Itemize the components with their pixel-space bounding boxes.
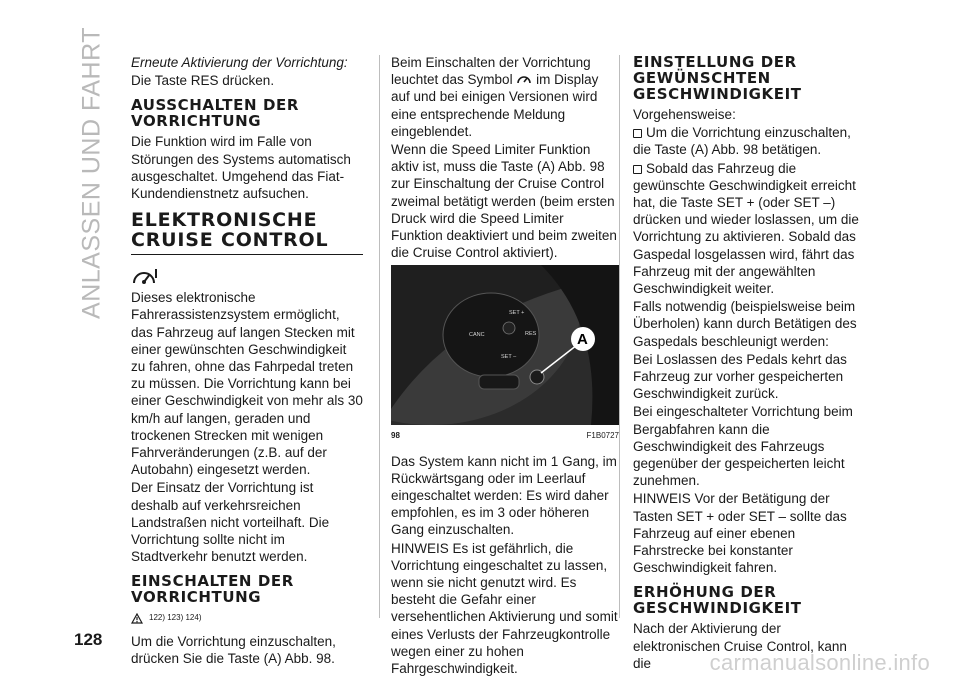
paragraph-bei-loslassen: Bei Loslassen des Pedals kehrt das Fahrzeug zur vorher gespeicherten Geschwindigkeit zurück. xyxy=(633,351,847,402)
heading-einstellung: EINSTELLUNG DER GEWÜNSCHTEN GESCHWINDIGKEIT xyxy=(633,53,802,103)
section-side-tab: ANLASSEN UND FAHRT xyxy=(77,26,106,319)
paragraph-cruise-2: Der Einsatz der Vorrichtung ist deshalb auf verkehrsreichen Landstraßen nicht vorteilhaft. Die Vorrichtung sollte nicht im Stadtverkehr benutzt werden. xyxy=(131,480,330,565)
paragraph-symbol xyxy=(391,54,619,140)
paragraph-erhoehung: Nach der Aktivierung der elektronischen Cruise Control, kann die xyxy=(633,621,847,671)
figure-caption xyxy=(391,427,619,444)
paragraph-bei-eingeschalteter: Bei eingeschalteter Vorrichtung beim Bergabfahren kann die Geschwindigkeit des Fahrzeugs gegenüber der gespeicherten leicht zunehmen. xyxy=(633,404,853,489)
label-res: RES xyxy=(525,331,537,338)
heading-ausschalten: AUSSCHALTEN DER VORRICHTUNG xyxy=(131,96,300,131)
paragraph-speed-limiter: Wenn die Speed Limiter Funktion aktiv ist, muss die Taste (A) Abb. 98 zur Einschaltung der Cruise Control zweimal betätigt werden (beim ersten Druck wird die Speed Limiter Funktion deaktiviert und beim zweiten die Cruise Control aktiviert). xyxy=(391,142,617,261)
warning-references xyxy=(131,609,363,626)
figure-number: 98 xyxy=(391,431,400,441)
paragraph-einschalten: Um die Vorrichtung einzuschalten, drücken Sie die Taste (A) Abb. 98. xyxy=(131,633,336,666)
column-3 xyxy=(633,54,861,673)
paragraph-symbol-part-b: im Display auf und bei einigen Versionen wird eine entsprechende Meldung eingeblendet. xyxy=(391,72,599,139)
label-set-minus: SET – xyxy=(501,354,517,361)
heading-einschalten: EINSCHALTEN DER VORRICHTUNG xyxy=(131,572,294,607)
paragraph-cruise-1: Dieses elektronische Fahrerassistenzsystem ermöglicht, das Fahrzeug auf langen Stecken mit einer gewünschten Geschwindigkeit zu fahren, ohne das Fahrpedal treten zu müssen. Die Vorrichtung kann bei einer Geschwindigkeit von mehr als 30 km/h auf langen, geraden und trockenen Strecken mit wenigen Fahrveränderungen (z.B. auf der Autobahn) eingesetzt werden. xyxy=(131,290,363,478)
intro-text: Die Taste RES drücken. xyxy=(131,73,275,89)
list-item-2: Sobald das Fahrzeug die gewünschte Geschwindigkeit erreicht hat, die Taste SET + (oder SET –) drücken und wieder loslassen, um die Vorrichtung zu aktivieren. Sobald das Gaspedal losgelassen wird, fährt das Fahrzeug mit der angewählten Geschwindigkeit weiter. xyxy=(633,160,859,297)
paragraph-falls: Falls notwendig (beispielsweise beim Überholen) kann durch Betätigen des Gaspedals beschleunigt werden: xyxy=(633,299,857,349)
callout-a: A xyxy=(577,331,588,349)
paragraph-symbol-part-a: Beim Einschalten der Vorrichtung leuchtet das Symbol xyxy=(391,55,591,88)
warning-triangle-icon xyxy=(131,613,143,624)
column-1 xyxy=(131,54,363,668)
cruise-control-gauge-icon xyxy=(131,266,159,286)
paragraph-gear: Das System kann nicht im 1 Gang, im Rückwärtsgang oder im Leerlauf eingeschaltet werden: Es wird daher empfohlen, es im 3 oder höheren Gang einzuschalten. xyxy=(391,453,617,538)
column-2 xyxy=(391,54,619,678)
heading-rule xyxy=(131,254,363,255)
paragraph-vorgehensweise: Vorgehensweise: xyxy=(633,107,736,122)
paragraph-hinweis: HINWEIS Es ist gefährlich, die Vorrichtung eingeschaltet zu lassen, wenn sie nicht genutzt wird. Es besteht die Gefahr einer versehentlichen Aktivierung und somit eines Verlusts der Fahrzeugkontrolle wegen einer zu hohen Fahrgeschwindigkeit. xyxy=(391,540,618,677)
intro-italic: Erneute Aktivierung der Vorrichtung: xyxy=(131,55,348,70)
cruise-control-symbol-row xyxy=(131,263,363,289)
bullet-icon xyxy=(633,165,642,174)
column-divider-2 xyxy=(619,55,620,618)
watermark: carmanualsonline.info xyxy=(709,650,930,675)
column-divider-1 xyxy=(379,55,380,618)
figure-code: F1B0727 xyxy=(586,431,619,441)
heading-cruise-control: ELEKTRONISCHE CRUISE CONTROL xyxy=(131,209,329,252)
cruise-control-symbol-icon xyxy=(516,73,532,85)
page-number: 128 xyxy=(74,630,103,649)
steering-wheel-figure xyxy=(391,265,619,425)
heading-erhoehung: ERHÖHUNG DER GESCHWINDIGKEIT xyxy=(633,583,802,618)
warning-ref-numbers: 122) 123) 124) xyxy=(149,613,202,623)
label-canc: CANC xyxy=(469,332,485,339)
list-item-1: Um die Vorrichtung einzuschalten, die Taste (A) Abb. 98 betätigen. xyxy=(633,125,851,158)
bullet-icon xyxy=(633,129,642,138)
label-set-plus: SET + xyxy=(509,310,525,317)
paragraph-hinweis-set: HINWEIS Vor der Betätigung der Tasten SET + oder SET – sollte das Fahrzeug auf einer ebenen Fahrstrecke bei konstanter Geschwindigkeit fahren. xyxy=(633,491,847,576)
paragraph-ausschalten: Die Funktion wird im Falle von Störungen des Systems automatisch ausgeschaltet. Umgehend das Fiat-Kundendienstnetz aufsuchen. xyxy=(131,134,351,202)
